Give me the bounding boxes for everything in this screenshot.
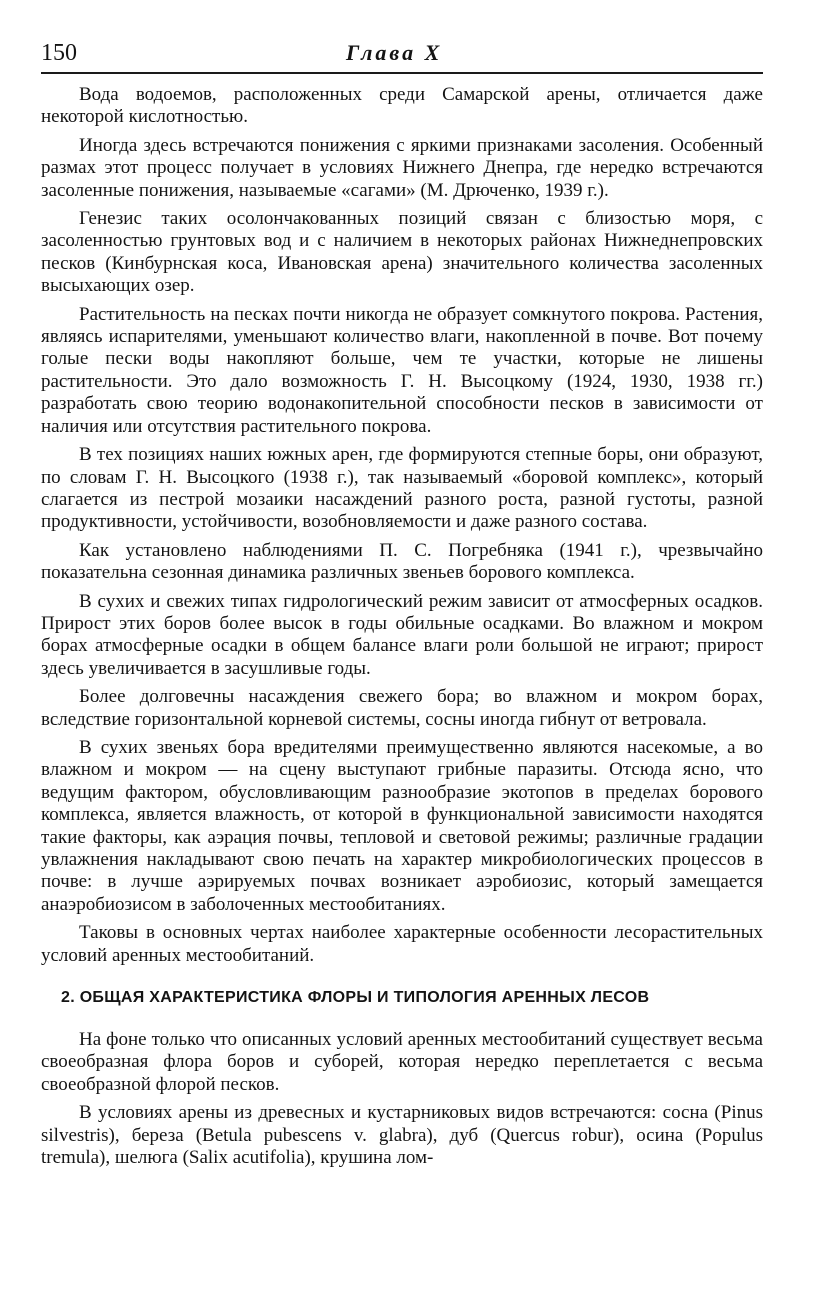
- paragraph: В сухих и свежих типах гидрологический режим зависит от атмосферных осадков. Прирост этих боров более высок в годы обильные осадками. Во влажном и мокром борах атмосферные осадки в общем балансе влаги роли большой не играют; прирост здесь увеличивается в засушливые годы.: [41, 590, 763, 679]
- paragraph: В тех позициях наших южных арен, где формируются степные боры, они образуют, по словам Г. Н. Высоцкого (1938 г.), так называемый «боровой комплекс», который слагается из пестрой мозаики насаждений разного роста, разной густоты, разной продуктивности, устойчивости, возобновляемости и даже разного состава.: [41, 444, 763, 533]
- page-number: 150: [41, 40, 77, 66]
- paragraph: Генезис таких осолончакованных позиций связан с близостью моря, с засоленностью грунтовых вод и с наличием в некоторых районах Нижнеднепровских песков (Кинбурнская коса, Ивановская арена) значительного количества засоленных высыхающих озер.: [41, 208, 763, 297]
- paragraph: В сухих звеньях бора вредителями преимущественно являются насекомые, а во влажном и мокром — на сцену выступают грибные паразиты. Отсюда ясно, что ведущим фактором, обусловливающим разнообразие экотопов в пределах борового комплекса, является влажность, от которой в функциональной зависимости находятся такие факторы, как аэрация почвы, тепловой и световой режимы; различные градации увлажнения накладывают свою печать на характер микробиологических процессов в почве: в лучше аэрируемых почвах возникает аэробиозис, который замещается анаэробиозисом в заболоченных местообитаниях.: [41, 736, 763, 915]
- section-heading: 2. ОБЩАЯ ХАРАКТЕРИСТИКА ФЛОРЫ И ТИПОЛОГИЯ АРЕННЫХ ЛЕСОВ: [61, 989, 650, 1007]
- paragraph: Более долговечны насаждения свежего бора; во влажном и мокром борах, вследствие горизонтальной корневой системы, сосны иногда гибнут от ветровала.: [41, 686, 763, 730]
- running-header: [41, 38, 763, 74]
- paragraph: Как установлено наблюдениями П. С. Погребняка (1941 г.), чрезвычайно показательна сезонная динамика различных звеньев борового комплекса.: [41, 539, 763, 584]
- paragraph: Таковы в основных чертах наиболее характерные особенности лесорастительных условий аренных местообитаний.: [41, 922, 763, 966]
- paragraph: Растительность на песках почти никогда не образует сомкнутого покрова. Растения, являясь испарителями, уменьшают количество влаги, накопленной в почве. Вот почему голые пески воды накопляют больше, чем те участки, которые не лишены растительности. Это дало возможность Г. Н. Высоцкому (1924, 1930, 1938 гг.) разработать свою теорию водонакопительной способности песков в зависимости от наличия или отсутствия растительного покрова.: [41, 303, 763, 437]
- chapter-title: Глава X: [346, 40, 443, 65]
- paragraph: В условиях арены из древесных и кустарниковых видов встречаются: сосна (Pinus silvestris), береза (Betula pubescens v. glabra), дуб (Quercus robur), осина (Populus tremula), шелюга (Salix acutifolia), крушина лом-: [41, 1102, 763, 1169]
- book-page: [41, 38, 763, 1175]
- paragraph: Иногда здесь встречаются понижения с яркими признаками засоления. Особенный размах этот процесс получает в условиях Нижнего Днепра, где нередко встречаются засоленные понижения, называемые «сагами» (М. Дрюченко, 1939 г.).: [41, 134, 763, 201]
- paragraph: Вода водоемов, расположенных среди Самарской арены, отличается даже некоторой кислотностью.: [41, 84, 763, 128]
- paragraph: На фоне только что описанных условий аренных местообитаний существует весьма своеобразная флора боров и суборей, которая нередко переплетается с весьма своеобразной флорой песков.: [41, 1029, 763, 1095]
- body-text: [41, 84, 763, 1169]
